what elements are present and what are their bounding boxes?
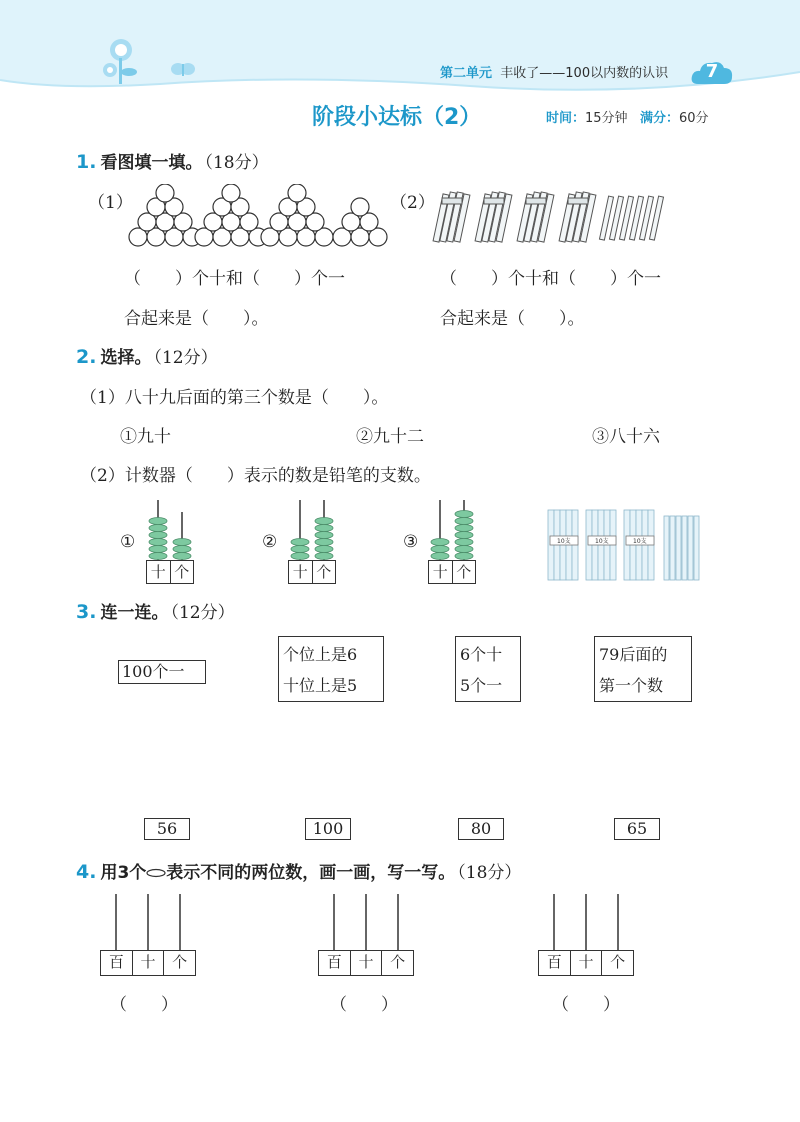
match-top-4-line1: 79后面的 [599, 645, 668, 664]
unit-title [440, 62, 668, 81]
q1-part2-label: （2） [390, 193, 435, 213]
tens-label: 十 [133, 951, 165, 975]
ones-label: 个 [390, 953, 406, 971]
stick-bundles-figure [432, 184, 672, 248]
match-top-4-line2: 第一个数 [599, 676, 664, 695]
match-top-3-line1: 6个十 [460, 645, 503, 664]
q3-text: 连一连。 [100, 603, 169, 623]
bundle-tag-2: 10支 [595, 538, 609, 545]
q2-part1-option-3[interactable]: ③八十六 [592, 427, 660, 447]
q1-part1-line1[interactable]: （ ）个十和（ ）个一 [124, 269, 345, 289]
score-value: 60分 [678, 111, 709, 126]
q3-heading [76, 598, 235, 623]
tens-label: 十 [429, 561, 453, 583]
q4-number: 4. [76, 861, 97, 883]
unit-label: 第二单元 [440, 66, 493, 81]
counter-3-label[interactable]: ③ [403, 532, 419, 552]
counter-2-rods [288, 500, 338, 562]
unit-name: 丰收了——100以内数的认识 [500, 66, 669, 81]
q4-answer-2[interactable]: （ ） [330, 995, 398, 1015]
q1-heading [76, 148, 269, 173]
counter-1-place-labels [146, 560, 194, 584]
tens-label: 十 [289, 561, 313, 583]
hundreds-label: 百 [319, 951, 351, 975]
match-top-2[interactable] [278, 636, 384, 702]
ones-label: 个 [610, 953, 626, 971]
bundle-tag-1: 10支 [557, 538, 571, 545]
q3-score: （12分） [170, 603, 235, 623]
q4-counter-3-place-labels [538, 950, 634, 976]
sunflower-icon [96, 36, 146, 86]
counter-1-rods [146, 500, 196, 562]
hundreds-label: 百 [101, 951, 133, 975]
q1-part2-line2[interactable]: 合起来是（ ）。 [440, 309, 585, 329]
score-label: 满分： [639, 111, 679, 126]
q1-part1-line2[interactable]: 合起来是（ ）。 [124, 309, 269, 329]
tens-label: 十 [147, 561, 171, 583]
ones-label: 个 [316, 563, 332, 581]
ones-label: 个 [174, 563, 190, 581]
q2-part2-question: （2）计数器（ ）表示的数是铅笔的支数。 [80, 466, 431, 486]
match-top-2-line2: 十位上是5 [283, 676, 358, 695]
q1-number: 1. [76, 151, 97, 173]
match-bottom-100[interactable]: 100 [305, 818, 351, 840]
counter-1-label[interactable]: ① [120, 532, 136, 552]
match-bottom-65[interactable]: 65 [614, 818, 660, 840]
q4-score: （18分） [457, 863, 522, 883]
q4-counter-3-rods[interactable] [538, 894, 634, 950]
ones-label: 个 [172, 953, 188, 971]
circle-triangles-figure [128, 184, 388, 248]
q1-score: （18分） [204, 153, 269, 173]
page-title: 阶段小达标（2） [312, 105, 482, 130]
page-number: 7 [705, 61, 719, 82]
match-top-4[interactable] [594, 636, 692, 702]
page-number-badge [690, 58, 734, 86]
q2-number: 2. [76, 346, 97, 368]
counter-2-label[interactable]: ② [262, 532, 278, 552]
time-value: 15分钟 [585, 111, 628, 126]
match-bottom-56[interactable]: 56 [144, 818, 190, 840]
ones-label: 个 [456, 563, 472, 581]
butterfly-icon [170, 60, 196, 80]
match-bottom-80[interactable]: 80 [458, 818, 504, 840]
q2-heading [76, 343, 218, 368]
q4-answer-1[interactable]: （ ） [110, 995, 178, 1015]
bundle-tag-3: 10支 [633, 538, 647, 545]
q4-counter-2-rods[interactable] [318, 894, 414, 950]
match-top-2-line1: 个位上是6 [283, 645, 358, 664]
time-label: 时间： [546, 111, 586, 126]
tens-label: 十 [351, 951, 383, 975]
bead-icon [146, 868, 166, 878]
q1-part2-line1[interactable]: （ ）个十和（ ）个一 [440, 269, 661, 289]
counter-2-place-labels [288, 560, 336, 584]
match-top-1[interactable]: 100个一 [118, 660, 206, 684]
timing-info [546, 107, 709, 126]
q3-number: 3. [76, 601, 97, 623]
q4-answer-3[interactable]: （ ） [552, 995, 620, 1015]
q1-text: 看图填一填。 [100, 153, 203, 173]
tens-label: 十 [571, 951, 603, 975]
q2-part1-option-2[interactable]: ②九十二 [356, 427, 424, 447]
q1-part1-label: （1） [88, 193, 133, 213]
q4-text-a: 用3个 [100, 863, 147, 883]
pencil-bundles-figure [546, 506, 702, 584]
q4-text-b: 表示不同的两位数，画一画，写一写。 [166, 863, 456, 883]
q2-part1-option-1[interactable]: ①九十 [120, 427, 171, 447]
hundreds-label: 百 [539, 951, 571, 975]
counter-3-rods [428, 500, 478, 562]
q4-counter-1-rods[interactable] [100, 894, 196, 950]
q2-text: 选择。 [100, 348, 152, 368]
q2-part1-question: （1）八十九后面的第三个数是（ ）。 [80, 388, 389, 408]
q4-counter-2-place-labels [318, 950, 414, 976]
match-top-3-line2: 5个一 [460, 676, 503, 695]
q2-score: （12分） [153, 348, 218, 368]
q4-counter-1-place-labels [100, 950, 196, 976]
q4-heading [76, 858, 521, 883]
counter-3-place-labels [428, 560, 476, 584]
match-top-3[interactable] [455, 636, 521, 702]
